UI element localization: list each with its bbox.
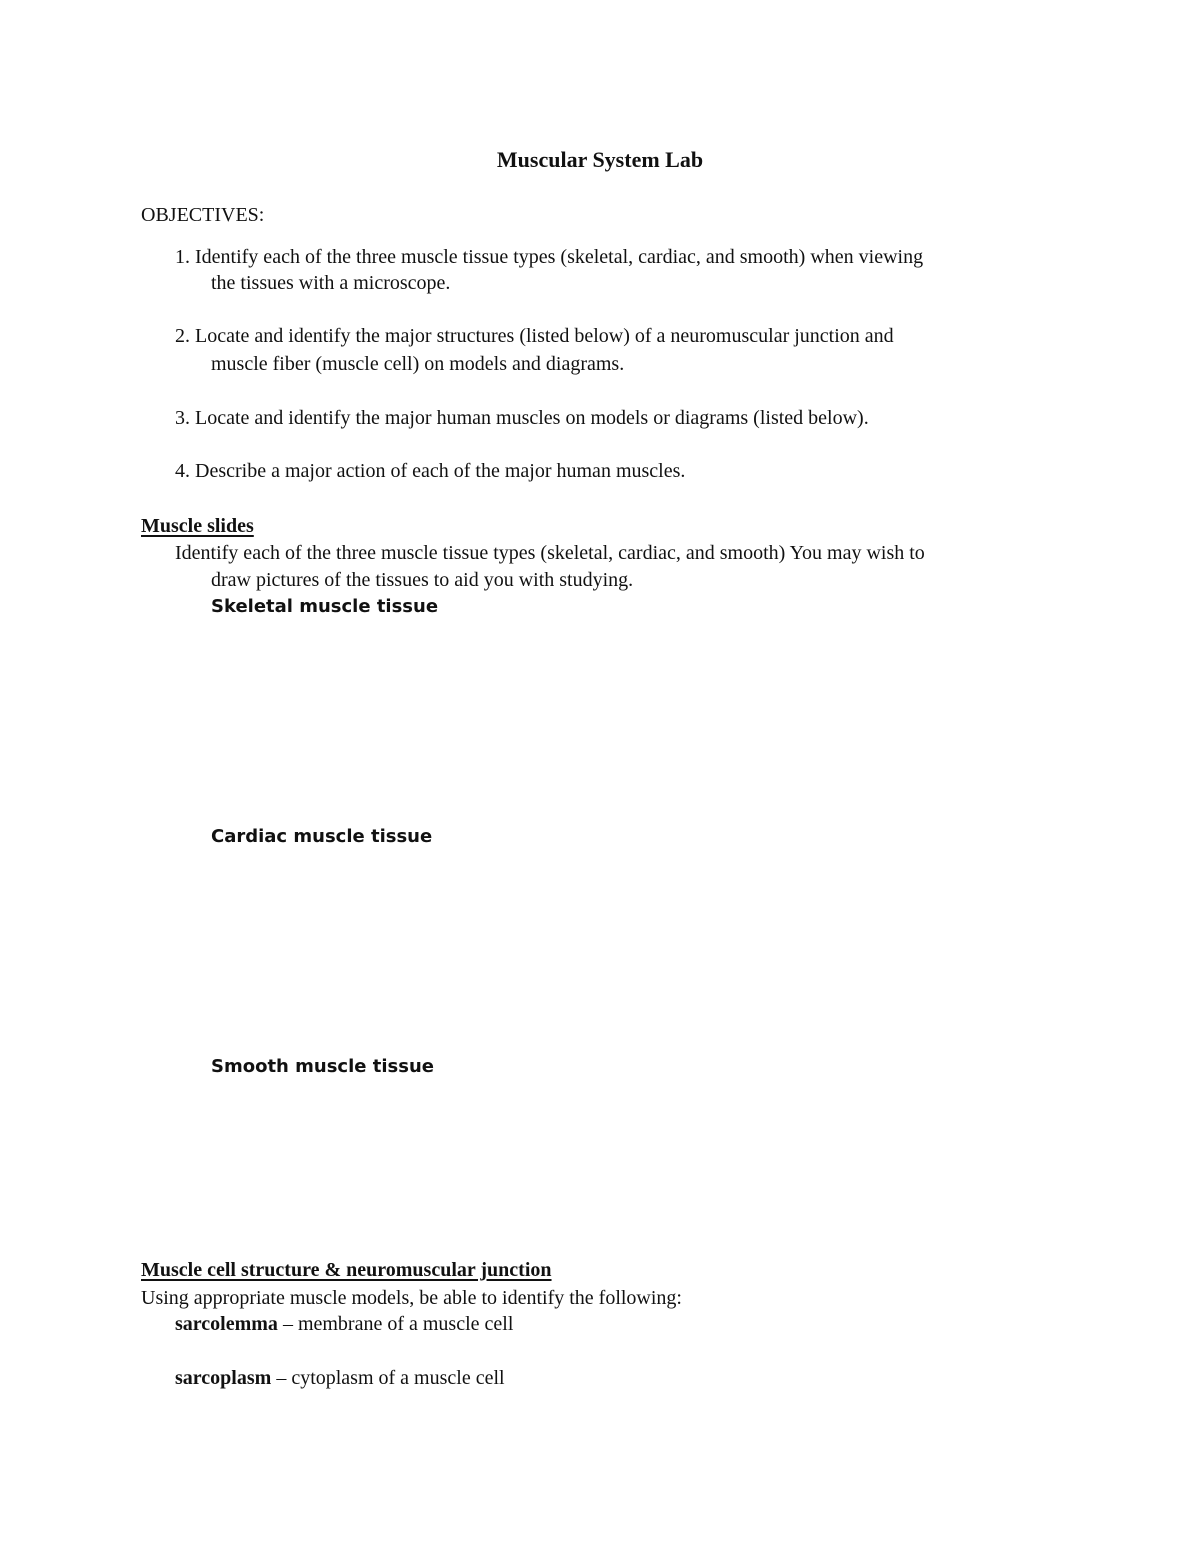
muscle-slides-intro-line-1: Identify each of the three muscle tissue types (skeletal, cardiac, and smooth) You may wish to: [175, 542, 925, 564]
cardiac-tissue-label: Cardiac muscle tissue: [211, 826, 433, 847]
term-sarcolemma: [175, 1312, 513, 1336]
skeletal-tissue-label: Skeletal muscle tissue: [211, 596, 439, 617]
objective-1-line-2: the tissues with a microscope.: [211, 272, 451, 294]
cell-structure-heading: Muscle cell structure & neuromuscular junction: [141, 1259, 552, 1281]
smooth-tissue-label: Smooth muscle tissue: [211, 1056, 434, 1077]
objective-1-line-1: 1. Identify each of the three muscle tissue types (skeletal, cardiac, and smooth) when viewing: [175, 246, 924, 268]
muscle-slides-heading: Muscle slides: [141, 515, 254, 537]
muscle-slides-intro-line-2: draw pictures of the tissues to aid you with studying.: [211, 569, 634, 591]
term-sarcoplasm: [175, 1366, 505, 1390]
objective-4: 4. Describe a major action of each of the major human muscles.: [175, 460, 686, 482]
term-name: sarcolemma: [175, 1313, 278, 1335]
objectives-heading: OBJECTIVES:: [141, 204, 265, 226]
term-definition: – cytoplasm of a muscle cell: [271, 1367, 505, 1389]
objective-3: 3. Locate and identify the major human muscles on models or diagrams (listed below).: [175, 407, 869, 429]
cell-structure-intro: Using appropriate muscle models, be able to identify the following:: [141, 1287, 682, 1309]
objective-2-line-2: muscle fiber (muscle cell) on models and diagrams.: [211, 353, 625, 375]
objective-2-line-1: 2. Locate and identify the major structures (listed below) of a neuromuscular junction and: [175, 325, 894, 347]
term-definition: – membrane of a muscle cell: [277, 1313, 514, 1335]
page-title: Muscular System Lab: [496, 147, 704, 172]
term-name: sarcoplasm: [175, 1367, 272, 1389]
